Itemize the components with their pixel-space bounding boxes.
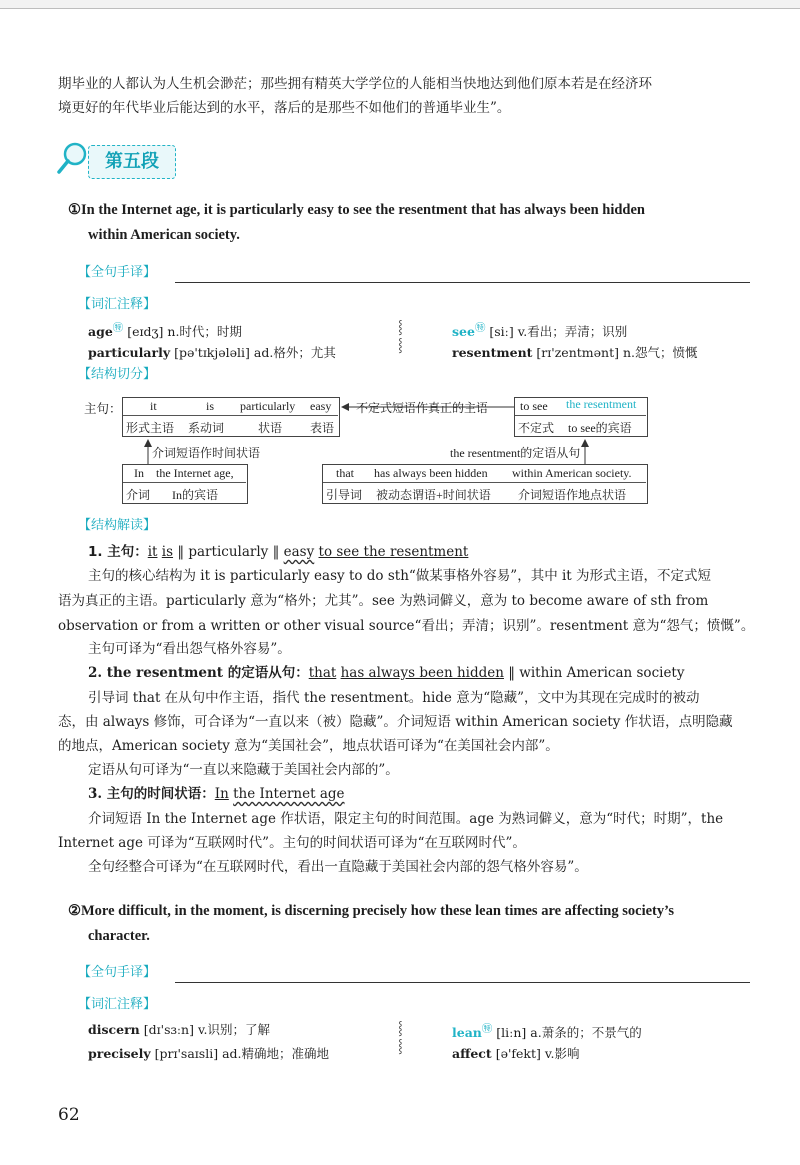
vocab-item-discern: discern [dɪ'sɜːn] v.识别；了解 xyxy=(88,1022,271,1037)
main-role-subject: 形式主语 xyxy=(126,421,175,435)
analysis-1-line-2: 语为真正的主语。particularly 意为“格外；尤其”。see 为熟词僻义，意为 to become aware of sth from xyxy=(58,593,709,609)
clause-label: the resentment的定语从句 xyxy=(450,446,581,460)
sentence-1-line-2: within American society. xyxy=(88,227,240,243)
vocab-item-precisely: precisely [prɪ'saɪsli] ad.精确地；准确地 xyxy=(88,1046,329,1061)
analysis-2-line-2: 态，由 always 修饰，可合译为“一直以来（被）隐藏”。介词短语 within American society 作状语，点明隐藏 xyxy=(58,714,733,730)
analysis-1-line-3: observation or from a written or other visual source“看出；弄清；识别”。resentment 意为“怨气；愤慨”。 xyxy=(58,618,755,634)
vocab-item-age: age㊕ [eɪdʒ] n.时代；时期 xyxy=(88,322,242,340)
main-role-verb: 系动词 xyxy=(188,421,225,435)
main-role-predicative: 表语 xyxy=(310,421,335,435)
main-word-is: is xyxy=(206,399,215,413)
tag-analysis: 【结构解读】 xyxy=(78,518,157,533)
tag-vocab-2: 【词汇注释】 xyxy=(78,997,157,1012)
analysis-3-line-1: 介词短语 In the Internet age 作状语，限定主句的时间范围。age 为熟词僻义，意为“时代；时期”，the xyxy=(88,811,724,827)
main-word-easy: easy xyxy=(310,399,332,413)
analysis-2-heading: 2. the resentment 的定语从句：that has always been hidden ‖ within American society xyxy=(88,665,685,681)
diagram-main-label: 主句： xyxy=(84,402,122,416)
clause-role-location: 介词短语作地点状语 xyxy=(518,488,627,502)
squiggle-divider-icon: ⸾ ⸾ xyxy=(398,320,403,353)
translation-blank-line-2[interactable] xyxy=(175,982,750,983)
tag-full-translation-2: 【全句手译】 xyxy=(78,965,157,980)
clause-word-location: within American society. xyxy=(512,466,632,480)
top-paragraph-line-2: 境更好的年代毕业后能达到的水平，落后的是那些不如他们的普通毕业生”。 xyxy=(58,100,511,116)
vocab-item-see: see㊕ [siː] v.看出；弄清；识别 xyxy=(452,322,628,340)
analysis-1-line-4: 主句可译为“看出怨气格外容易”。 xyxy=(88,641,291,657)
analysis-3-line-3: 全句经整合可译为“在互联网时代，看出一直隐藏于美国社会内部的怨气格外容易”。 xyxy=(88,859,588,875)
vocab-item-lean: lean㊕ [liːn] a.萧条的；不景气的 xyxy=(452,1023,642,1041)
analysis-3-line-2: Internet age 可译为“互联网时代”。主句的时间状语可译为“在互联网时代”。 xyxy=(58,835,526,851)
tag-structure: 【结构切分】 xyxy=(78,367,157,382)
vocab-item-resentment: resentment [rɪ'zentmənt] n.怨气；愤慨 xyxy=(452,345,698,360)
sentence-1-text-1: In the Internet age, it is particularly easy to see the resentment that has always been hidden xyxy=(81,202,645,218)
clause-role-predicate: 被动态谓语+时间状语 xyxy=(376,488,491,502)
prep-role: 介词 xyxy=(126,488,151,502)
prep-word-in: In xyxy=(134,466,144,480)
analysis-1-line-1: 主句的核心结构为 it is particularly easy to do sth“做某事格外容易”，其中 it 为形式主语，不定式短 xyxy=(88,568,712,584)
tag-full-translation-1: 【全句手译】 xyxy=(78,265,157,280)
main-word-particularly: particularly xyxy=(240,399,296,413)
clause-word-that: that xyxy=(336,466,354,480)
inf-object-role: to see的宾语 xyxy=(568,421,632,435)
vocab-item-particularly: particularly [pə'tɪkjələli] ad.格外；尤其 xyxy=(88,345,336,360)
page-number: 62 xyxy=(58,1105,80,1125)
sentence-2-number: ② xyxy=(68,903,81,919)
analysis-1-heading: 1. 主句：it is ‖ particularly ‖ easy to see the resentment xyxy=(88,544,469,560)
analysis-3-heading: 3. 主句的时间状语：In the Internet age xyxy=(88,786,345,802)
tag-vocab-1: 【词汇注释】 xyxy=(78,297,157,312)
analysis-2-line-3: 的地点，American society 意为“美国社会”，地点状语可译为“在美国社会内部”。 xyxy=(58,738,559,754)
inf-word-resentment: the resentment xyxy=(566,397,637,411)
clause-role-intro: 引导词 xyxy=(326,488,363,502)
analysis-2-line-1: 引导词 that 在从句中作主语，指代 the resentment。hide 意为“隐藏”，文中为其现在完成时的被动 xyxy=(88,690,700,706)
inf-word-to-see: to see xyxy=(520,399,548,413)
prep-object-role: In的宾语 xyxy=(172,488,218,502)
section-title: 第五段 xyxy=(105,151,159,172)
main-word-it: it xyxy=(150,399,157,413)
prep-word-internet-age: the Internet age, xyxy=(156,466,234,480)
sentence-1-number: ① xyxy=(68,202,81,218)
sentence-2-line-2: character. xyxy=(88,928,150,944)
adv-label: 介词短语作时间状语 xyxy=(152,446,261,460)
top-paragraph-line-1: 期毕业的人都认为人生机会渺茫；那些拥有精英大学学位的人能相当快地达到他们原本若是在经济环 xyxy=(58,76,652,92)
analysis-2-line-4: 定语从句可译为“一直以来隐藏于美国社会内部的”。 xyxy=(88,762,399,778)
sentence-2-line-1 xyxy=(68,898,674,924)
arrow-label-inf-subject: 不定式短语作真正的主语 xyxy=(356,401,489,415)
inf-role: 不定式 xyxy=(518,421,555,435)
sentence-2-text-1: More difficult, in the moment, is discerning precisely how these lean times are affecting society’s xyxy=(81,903,675,919)
vocab-item-affect: affect [ə'fekt] v.影响 xyxy=(452,1046,580,1061)
squiggle-divider-icon: ⸾ ⸾ xyxy=(398,1021,403,1054)
clause-word-predicate: has always been hidden xyxy=(374,466,488,480)
main-role-adverbial: 状语 xyxy=(258,421,283,435)
